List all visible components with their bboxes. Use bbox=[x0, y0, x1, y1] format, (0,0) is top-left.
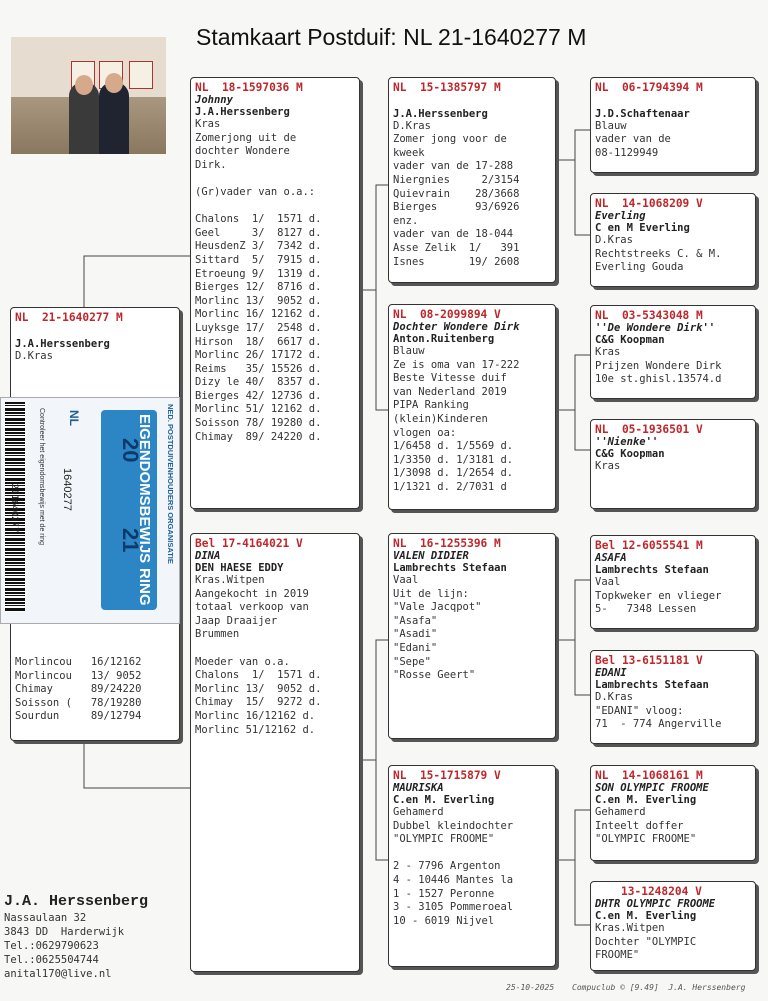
sdd-ring: NL 05-1936501 V bbox=[595, 423, 703, 436]
dds-name: SON OLYMPIC FROOME bbox=[595, 782, 709, 794]
ssd-name: Everling bbox=[595, 210, 646, 222]
dds-owner: C.en M. Everling bbox=[595, 794, 697, 806]
ds-ring: NL 16-1255396 M bbox=[393, 537, 501, 550]
sire-name: Johnny bbox=[195, 94, 233, 106]
ss-ring: NL 15-1385797 M bbox=[393, 81, 501, 94]
subject-result: Morlincou 16/12162 bbox=[15, 656, 142, 668]
sss-card: NL 06-1794394 M J.D.Schaftenaar Blauw vader van de 08-1129949 bbox=[590, 77, 756, 173]
breeder-name: J.A. Herssenberg bbox=[4, 893, 149, 910]
breeder-email: anital170@live.nl bbox=[4, 968, 112, 980]
sd-owner: Anton.Ruitenberg bbox=[393, 333, 495, 345]
sticker-country: NL bbox=[67, 410, 81, 426]
sds-card: NL 03-5343048 M ''De Wondere Dirk'' C&G Koopman Kras Prijzen Wondere Dirk 10e st.ghisl.13574.d bbox=[590, 305, 756, 399]
dd-lines: Gehamerd Dubbel kleindochter "OLYMPIC FROOME" 2 - 7796 Argenton 4 - 10446 Mantes la 1 - 1527 Peronne 3 - 3105 Pommeroeal 10 - 6019 Nijvel bbox=[393, 806, 514, 927]
dd-owner: C.en M. Everling bbox=[393, 794, 495, 806]
ssd-owner: C en M Everling bbox=[595, 222, 690, 234]
dam-dam-card bbox=[388, 765, 556, 967]
dss-card: Bel 12-6055541 M ASAFA Lambrechts Stefaan Vaal Topkweker en vlieger 5- 7348 Lessen bbox=[590, 535, 756, 629]
sd-lines: Blauw Ze is oma van 17-222 Beste Vitesse duif van Nederland 2019 PIPA Ranking (klein)Kinderen vlogen oa: 1/6458 d. 1/5569 d. 1/3350 d. 1/3181 d. 1/3098 d. 1/2654 d. 1/1321 d. 2/7031 d bbox=[393, 345, 520, 493]
dam-owner: DEN HAESE EDDY bbox=[195, 562, 284, 574]
dam-ring: Bel 17-4164021 V bbox=[195, 537, 303, 550]
dd-ring: NL 15-1715879 V bbox=[393, 769, 501, 782]
dss-ring: Bel 12-6055541 M bbox=[595, 539, 703, 552]
ddd-name: DHTR OLYMPIC FROOME bbox=[595, 898, 716, 910]
subject-line: D.Kras bbox=[15, 349, 53, 362]
dsd-card: Bel 13-6151181 V EDANI Lambrechts Stefaan D.Kras "EDANI" vloog: 71 - 774 Angerville bbox=[590, 650, 756, 744]
sire-owner: J.A.Herssenberg bbox=[195, 106, 290, 118]
sire-ring: NL 18-1597036 M bbox=[195, 81, 303, 94]
sire-dam-card bbox=[388, 304, 556, 510]
breeder-phone: Tel.:0629790623 bbox=[4, 940, 99, 952]
sire-lines: Kras Zomerjong uit de dochter Wondere Dirk. (Gr)vader van o.a.: Chalons 1/ 1571 d. Geel 3/ 8127 d. HeusdenZ 3/ 7342 d. Sittard 5/ 7915 d. Etroeung 9/ 1319 d. Bierges 12/ 8716 d. Morlinc 13/ 9052 d. Morlinc 16/ 12162 d. Luyksge 17/ 2548 d. Hirson 18/ 6617 d. Morlinc 26/ 17172 d. Reims 35/ 15526 d. Dizy le 40/ 8357 d. Bierges 42/ 12736 d. Morlinc 51/ 12162 d. Soisson 78/ 19280 d. Chimay 89/ 24220 d. bbox=[195, 118, 322, 443]
ds-lines: Vaal Uit de lijn: "Vale Jacqpot" "Asafa" "Asadi" "Edani" "Sepe" "Rosse Geert" bbox=[393, 574, 482, 682]
sdd-owner: C&G Koopman bbox=[595, 448, 665, 460]
dds-card: NL 14-1068161 M SON OLYMPIC FROOME C.en M. Everling Gehamerd Inteelt doffer "OLYMPIC FROOME" bbox=[590, 765, 756, 861]
breeder-address: Nassaulaan 32 bbox=[4, 912, 87, 924]
sire-card bbox=[190, 77, 360, 509]
sdd-name: ''Nienke'' bbox=[595, 436, 659, 448]
subject-result: Soisson ( 78/19280 bbox=[15, 696, 142, 709]
ss-owner: J.A.Herssenberg bbox=[393, 107, 488, 120]
ds-name: VALEN DIDIER bbox=[393, 550, 469, 562]
sss-ring: NL 06-1794394 M bbox=[595, 81, 703, 94]
sticker-barcode-text: 211640277 bbox=[9, 483, 19, 533]
subject-ring: NL 21-1640277 M bbox=[15, 311, 123, 324]
ddd-card: 13-1248204 V DHTR OLYMPIC FROOME C.en M. Everling Kras.Witpen Dochter "OLYMPIC FROOME" bbox=[590, 881, 756, 971]
sticker-ring-label: RING bbox=[136, 568, 153, 606]
subject-result: Morlincou 13/ 9052 bbox=[15, 669, 142, 682]
ssd-ring: NL 14-1068209 V bbox=[595, 197, 703, 210]
subject-result: Chimay 89/24220 bbox=[15, 683, 142, 696]
sticker-title: EIGENDOMSBEWIJS bbox=[136, 414, 153, 564]
dsd-owner: Lambrechts Stefaan bbox=[595, 679, 709, 691]
ddd-ring: 13-1248204 V bbox=[621, 885, 702, 898]
sticker-note: Controleer het eigendomsbewijs met de ring bbox=[38, 408, 45, 545]
sticker-number: 1640277 bbox=[61, 468, 73, 511]
print-date: 25-10-2025 bbox=[506, 983, 555, 992]
dd-name: MAURISKA bbox=[393, 782, 444, 794]
dss-owner: Lambrechts Stefaan bbox=[595, 564, 709, 576]
subject-owner: J.A.Herssenberg bbox=[15, 337, 110, 350]
sire-sire-card bbox=[388, 77, 556, 283]
ssd-card: NL 14-1068209 V Everling C en M Everling D.Kras Rechtstreeks C. & M. Everling Gouda bbox=[590, 193, 756, 287]
sd-name: Dochter Wondere Dirk bbox=[393, 321, 520, 333]
subject-result: Sourdun 89/12794 bbox=[15, 710, 142, 723]
sdd-card: NL 05-1936501 V ''Nienke'' C&G Koopman Kras bbox=[590, 419, 756, 509]
sticker-year-bottom: 21 bbox=[118, 528, 143, 553]
dam-name: DINA bbox=[195, 550, 221, 562]
page-title: Stamkaart Postduif: NL 21-1640277 M bbox=[196, 24, 587, 50]
ownership-certificate-sticker bbox=[0, 397, 180, 624]
breeder-city: 3843 DD Harderwijk bbox=[4, 926, 125, 938]
software-credit: Compuclub © [9.49] J.A. Herssenberg bbox=[572, 983, 746, 992]
ds-owner: Lambrechts Stefaan bbox=[393, 562, 507, 574]
sds-ring: NL 03-5343048 M bbox=[595, 309, 703, 322]
dds-ring: NL 14-1068161 M bbox=[595, 769, 703, 782]
ddd-owner: C.en M. Everling bbox=[595, 910, 697, 922]
dsd-name: EDANI bbox=[595, 667, 627, 679]
breeder-phone-2: Tel.:0625504744 bbox=[4, 954, 99, 966]
sss-owner: J.D.Schaftenaar bbox=[595, 107, 690, 120]
dam-lines: Kras.Witpen Aangekocht in 2019 totaal verkoop van Jaap Draaijer Brummen Moeder van o.a. Chalons 1/ 1571 d. Morlinc 13/ 9052 d. Chimay 15/ 9272 d. Morlinc 16/12162 d. Morlinc 51/12162 d. bbox=[195, 574, 322, 736]
ss-lines: D.Kras Zomer jong voor de kweek vader van de 17-288 Niergnies 2/3154 Quievrain 28/3668 Bierges 93/6926 enz. vader van de 18-044 Asse Zelik 1/ 391 Isnes 19/ 2608 bbox=[393, 119, 520, 268]
dss-name: ASAFA bbox=[595, 552, 627, 564]
sticker-org: NED. POSTDUIVENHOUDERS ORGANISATIE bbox=[166, 404, 175, 564]
sticker-year-top: 20 bbox=[118, 438, 143, 463]
dsd-ring: Bel 13-6151181 V bbox=[595, 654, 703, 667]
dam-sire-card bbox=[388, 533, 556, 739]
sds-owner: C&G Koopman bbox=[595, 334, 665, 346]
sd-ring: NL 08-2099894 V bbox=[393, 308, 501, 321]
dam-card bbox=[190, 533, 360, 972]
sds-name: ''De Wondere Dirk'' bbox=[595, 322, 716, 334]
